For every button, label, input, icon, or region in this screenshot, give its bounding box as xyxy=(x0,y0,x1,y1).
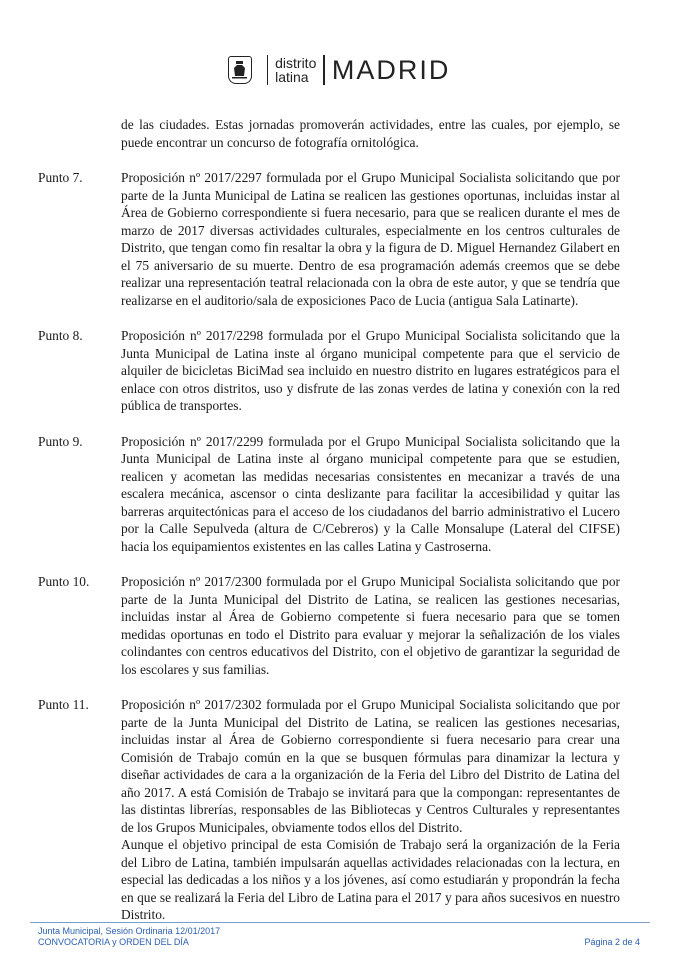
punto-label: Punto 9. xyxy=(38,433,83,449)
intro-paragraph: de las ciudades. Estas jornadas promoverán actividades, entre las cuales, por ejemplo, se puede encontrar un concurso de fotografía ornitológica. xyxy=(121,117,620,150)
footer-session: Junta Municipal, Sesión Ordinaria 12/01/2017 xyxy=(38,926,221,936)
brand-district-line1: distrito xyxy=(275,55,317,71)
punto-label: Punto 8. xyxy=(38,328,83,343)
punto-paragraph: Proposición nº 2017/2297 formulada por el Grupo Municipal Socialista solicitando que por parte de la Junta Municipal de Latina se realicen las gestiones oportunas, incluidas instar al Área de Gobierno correspondiente si fuera necesario, para que se realicen durante el mes de marzo de 2017 diversas actividades culturales, especialmente en los centros culturales de Distrito, que tengan como fin resaltar la obra y la figura de D. Miguel Hernandez Gilabert en el 75 aniversario de su muerte. Dentro de esa programación además creemos que se debe realizar una representación teatral relacionada con la obra de este autor, y que se tendría que realizarse en el auditorio/sala de exposiciones Paco de Lucia (antigua Sala Latinarte). xyxy=(121,170,620,308)
punto-item xyxy=(38,573,620,678)
footer-title: CONVOCATORIA y ORDEN DEL DÍA xyxy=(38,937,189,947)
brand-separator xyxy=(323,55,325,85)
brand-separator xyxy=(267,55,269,85)
footer-divider xyxy=(30,922,650,923)
madrid-crest-icon xyxy=(228,56,252,84)
punto-paragraph: Proposición nº 2017/2302 formulada por el Grupo Municipal Socialista solicitando que por parte de la Junta Municipal del Distrito de Latina, se realicen las gestiones necesarias, incluidas instar al Área de Gobierno correspondiente si fuera necesario para crear una Comisión de Trabajo común en la que se busquen fórmulas para dinamizar la lectura y diseñar actividades de cara a la organización de la Feria del Libro del Distrito de Latina del año 2017. A está Comisión de Trabajo se invitará para que la compongan: representantes de las distintas librerías, responsables de las Bibliotecas y Centros Culturales y representantes de los Grupos Municipales, obviamente todos ellos del Distrito. xyxy=(121,697,620,835)
punto-body xyxy=(121,169,620,309)
page-number: Página 2 de 4 xyxy=(584,937,640,947)
punto-item xyxy=(38,327,620,415)
punto-body xyxy=(121,696,620,924)
punto-item xyxy=(38,433,620,556)
brand-district xyxy=(275,56,316,84)
punto-item xyxy=(38,169,620,309)
page-header xyxy=(0,52,678,88)
punto-label: Punto 11. xyxy=(38,697,89,712)
punto-paragraph: Aunque el objetivo principal de esta Comisión de Trabajo será la organización de la Feria del Libro de Latina, también impulsarán aquellas actividades relacionadas con la lectura, en especial las dedicadas a los niños y a los jóvenes, así como estudiarán y propondrán la fecha en que se realizará la Feria del Libro de Latina para el 2017 y para años sucesivos en nuestro Distrito. xyxy=(121,837,620,922)
punto-body xyxy=(121,573,620,678)
brand-district-line2: latina xyxy=(275,69,309,85)
punto-body xyxy=(121,433,620,556)
punto-list xyxy=(38,169,620,924)
brand-city: MADRID xyxy=(331,54,451,85)
punto-label: Punto 7. xyxy=(38,170,83,185)
punto-paragraph: Proposición nº 2017/2298 formulada por el Grupo Municipal Socialista solicitando que la Junta Municipal de Latina inste al órgano municipal competente para que el servicio de alquiler de bicicletas BiciMad sea incluido en nuestro distrito en lugares estratégicos para el enlace con otros distritos, uso y disfrute de las zonas verdes de latina y conexión con la red pública de transportes. xyxy=(121,328,620,413)
punto-item xyxy=(38,696,620,924)
footer-info xyxy=(38,926,220,948)
punto-paragraph: Proposición nº 2017/2300 formulada por el Grupo Municipal Socialista solicitando que por parte de la Junta Municipal del Distrito de Latina, se realicen las gestiones necesarias, incluidas instar al Área de Gobierno competente si fuera necesario para que se tomen medidas oportunas en todo el Distrito para evaluar y mejorar la señalización de los viales colindantes con centros educativos del Distrito, con el objetivo de garantizar la seguridad de los escolares y sus familias. xyxy=(121,574,620,677)
document-body xyxy=(38,116,620,924)
punto-body xyxy=(121,327,620,415)
punto-label: Punto 10. xyxy=(38,574,90,589)
punto-paragraph: Proposición nº 2017/2299 formulada por el Grupo Municipal Socialista solicitando que la Junta Municipal de Latina inste al órgano municipal competente para que se estudien, realicen y acometan las medidas necesarias consistentes en mecanizar a través de una escalera mecánica, ascensor o cinta deslizante para facilitar la accesibilidad y quitar las barreras arquitectónicas para el acceso de los ciudadanos del barrio administrativo el Lucero por la Calle Sepulveda (altura de C/Cebreros) y la Calle Monsalupe (Lateral del CIFSE) hacia los equipamientos existentes en las calles Latina y Castroserna. xyxy=(121,433,620,554)
